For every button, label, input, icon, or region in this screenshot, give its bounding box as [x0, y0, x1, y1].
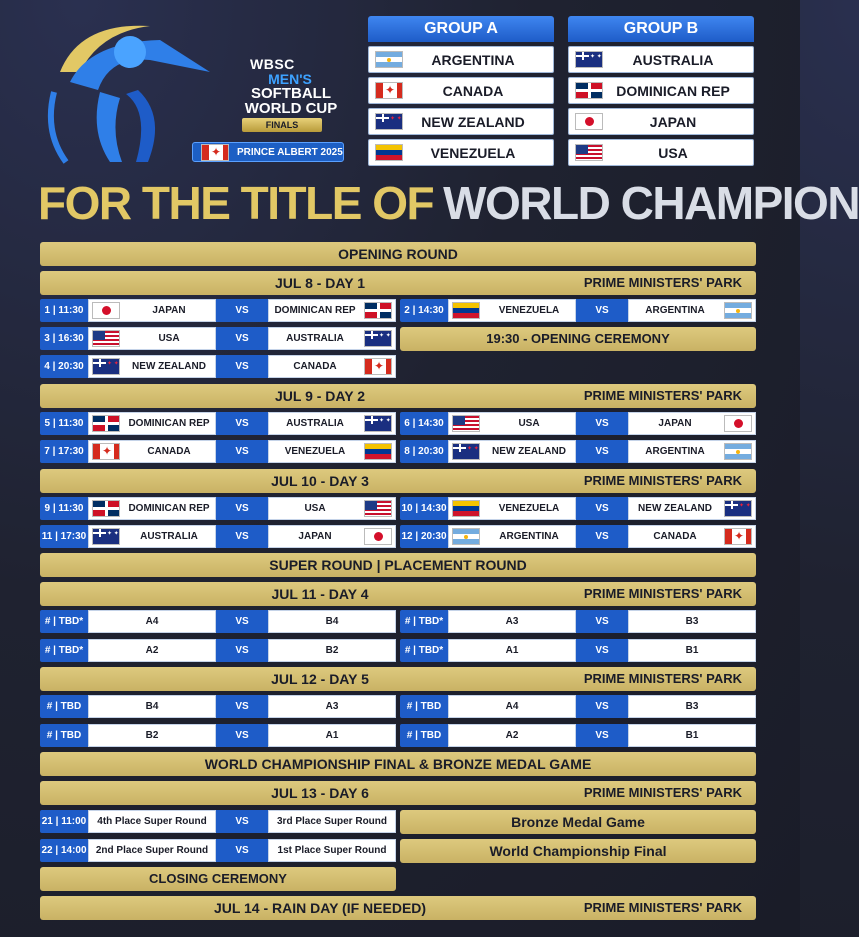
match-row — [40, 440, 396, 463]
match-row — [400, 695, 756, 718]
home-team: VENEZUELA — [448, 299, 576, 322]
team-name: USA — [658, 144, 688, 161]
day-header: JUL 11 - DAY 4 PRIME MINISTERS' PARK — [40, 582, 756, 606]
day-header: JUL 8 - DAY 1 PRIME MINISTERS' PARK — [40, 271, 756, 295]
home-team: USA — [448, 412, 576, 435]
group-team-row — [368, 77, 554, 104]
vs-label: VS — [216, 440, 268, 463]
finals-badge: FINALS — [242, 118, 322, 132]
venue-label: PRIME MINISTERS' PARK — [583, 785, 742, 800]
title-mens: MEN'S — [268, 71, 312, 87]
day-header: JUL 10 - DAY 3 PRIME MINISTERS' PARK — [40, 469, 756, 493]
home-team: A4 — [448, 695, 576, 718]
away-team: CANADA ✦ — [628, 525, 756, 548]
japan-flag-icon — [92, 302, 120, 319]
vs-label: VS — [576, 412, 628, 435]
match-row — [400, 610, 756, 633]
usa-flag-icon — [575, 144, 603, 161]
home-team: ✦ ✦ NEW ZEALAND — [88, 355, 216, 378]
australia-flag-icon — [364, 330, 392, 347]
group-team-row — [568, 77, 754, 104]
group-b-title: GROUP B — [568, 16, 754, 42]
home-team: 2nd Place Super Round — [88, 839, 216, 862]
away-team: AUSTRALIA ✦ ✦ — [268, 412, 396, 435]
vs-label: VS — [216, 639, 268, 662]
day-header: JUL 13 - DAY 6 PRIME MINISTERS' PARK — [40, 781, 756, 805]
team-name: NEW ZEALAND — [421, 113, 525, 130]
venue-label: PRIME MINISTERS' PARK — [583, 388, 742, 403]
canada-flag-icon — [724, 528, 752, 545]
section-final-round: WORLD CHAMPIONSHIP FINAL & BRONZE MEDAL GAME — [40, 752, 756, 776]
away-team: B2 — [268, 639, 396, 662]
match-number: 8 | 20:30 — [400, 440, 448, 463]
away-team: 3rd Place Super Round — [268, 810, 396, 833]
match-row — [40, 327, 396, 350]
match-number: 22 | 14:00 — [40, 839, 88, 862]
group-team-row — [568, 139, 754, 166]
team-name: AUSTRALIA — [632, 51, 714, 68]
canada-flag-icon — [201, 144, 229, 161]
vs-label: VS — [216, 327, 268, 350]
match-number: 4 | 20:30 — [40, 355, 88, 378]
match-row — [40, 412, 396, 435]
match-number: # | TBD — [40, 724, 88, 747]
dominican-rep-flag-icon — [92, 500, 120, 517]
team-name: ARGENTINA — [431, 51, 515, 68]
team-name: DOMINICAN REP — [616, 82, 730, 99]
title-world-cup: WORLD CUP — [244, 100, 338, 117]
vs-label: VS — [216, 525, 268, 548]
day-header: JUL 9 - DAY 2 PRIME MINISTERS' PARK — [40, 384, 756, 408]
venue-label: PRIME MINISTERS' PARK — [583, 671, 742, 686]
venezuela-flag-icon — [364, 443, 392, 460]
home-team: B2 — [88, 724, 216, 747]
location-badge — [192, 142, 344, 162]
japan-flag-icon — [364, 528, 392, 545]
vs-label: VS — [216, 839, 268, 862]
event-logo — [40, 12, 360, 172]
group-a-panel — [368, 16, 554, 166]
away-team: AUSTRALIA ✦ ✦ — [268, 327, 396, 350]
match-number: 12 | 20:30 — [400, 525, 448, 548]
argentina-flag-icon — [724, 302, 752, 319]
usa-flag-icon — [364, 500, 392, 517]
away-team: B3 — [628, 695, 756, 718]
match-number: 6 | 14:30 — [400, 412, 448, 435]
canada-flag-icon — [364, 358, 392, 375]
match-number: 2 | 14:30 — [400, 299, 448, 322]
away-team: VENEZUELA — [268, 440, 396, 463]
australia-flag-icon — [575, 51, 603, 68]
venue-label: PRIME MINISTERS' PARK — [583, 900, 742, 915]
team-name: VENEZUELA — [430, 144, 516, 161]
match-number: 11 | 17:30 — [40, 525, 88, 548]
main-title — [38, 177, 859, 229]
vs-label: VS — [576, 610, 628, 633]
vs-label: VS — [216, 695, 268, 718]
match-row — [40, 525, 396, 548]
away-team: DOMINICAN REP — [268, 299, 396, 322]
home-team: A4 — [88, 610, 216, 633]
match-number: # | TBD* — [40, 639, 88, 662]
match-number: 7 | 17:30 — [40, 440, 88, 463]
away-team: A1 — [268, 724, 396, 747]
home-team: ✦ CANADA — [88, 440, 216, 463]
venue-label: PRIME MINISTERS' PARK — [583, 275, 742, 290]
away-team: USA — [268, 497, 396, 520]
vs-label: VS — [216, 299, 268, 322]
match-row — [40, 695, 396, 718]
home-team: USA — [88, 327, 216, 350]
group-team-row — [568, 108, 754, 135]
away-team: B1 — [628, 724, 756, 747]
away-team: JAPAN — [268, 525, 396, 548]
group-team-row — [368, 108, 554, 135]
new-zealand-flag-icon — [724, 500, 752, 517]
match-row — [40, 839, 396, 862]
venezuela-flag-icon — [452, 302, 480, 319]
vs-label: VS — [216, 412, 268, 435]
match-number: # | TBD* — [400, 639, 448, 662]
match-row — [40, 610, 396, 633]
match-number: # | TBD — [400, 695, 448, 718]
home-team: ✦ ✦ AUSTRALIA — [88, 525, 216, 548]
match-number: 10 | 14:30 — [400, 497, 448, 520]
home-team: ARGENTINA — [448, 525, 576, 548]
match-number: # | TBD — [400, 724, 448, 747]
away-team: B4 — [268, 610, 396, 633]
match-row — [400, 412, 756, 435]
title-softball: SOFTBALL — [251, 85, 331, 102]
japan-flag-icon — [724, 415, 752, 432]
vs-label: VS — [576, 299, 628, 322]
australia-flag-icon — [364, 415, 392, 432]
location-text: PRINCE ALBERT 2025 — [237, 146, 343, 158]
header — [0, 0, 800, 175]
opening-ceremony: 19:30 - OPENING CEREMONY — [400, 327, 756, 351]
org-name: WBSC — [250, 56, 295, 72]
away-team: JAPAN — [628, 412, 756, 435]
home-team: A1 — [448, 639, 576, 662]
main-title-silver: WORLD CHAMPION — [443, 177, 859, 229]
match-row — [40, 299, 396, 322]
match-number: # | TBD* — [400, 610, 448, 633]
vs-label: VS — [576, 639, 628, 662]
home-team: A2 — [88, 639, 216, 662]
argentina-flag-icon — [452, 528, 480, 545]
vs-label: VS — [216, 497, 268, 520]
vs-label: VS — [576, 497, 628, 520]
new-zealand-flag-icon — [375, 113, 403, 130]
team-name: CANADA — [442, 82, 504, 99]
vs-label: VS — [216, 724, 268, 747]
bronze-medal-game: Bronze Medal Game — [400, 810, 756, 834]
home-team: 4th Place Super Round — [88, 810, 216, 833]
match-number: 3 | 16:30 — [40, 327, 88, 350]
match-row — [400, 639, 756, 662]
match-number: # | TBD* — [40, 610, 88, 633]
match-row — [40, 497, 396, 520]
away-team: ARGENTINA — [628, 440, 756, 463]
venue-label: PRIME MINISTERS' PARK — [583, 586, 742, 601]
match-number: 9 | 11:30 — [40, 497, 88, 520]
closing-ceremony: CLOSING CEREMONY — [40, 867, 396, 891]
argentina-flag-icon — [724, 443, 752, 460]
vs-label: VS — [576, 695, 628, 718]
match-number: # | TBD — [40, 695, 88, 718]
new-zealand-flag-icon — [452, 443, 480, 460]
new-zealand-flag-icon — [92, 358, 120, 375]
home-team: B4 — [88, 695, 216, 718]
canada-flag-icon — [375, 82, 403, 99]
argentina-flag-icon — [375, 51, 403, 68]
group-team-row — [368, 46, 554, 73]
match-row — [400, 724, 756, 747]
away-team: CANADA ✦ — [268, 355, 396, 378]
canada-flag-icon — [92, 443, 120, 460]
away-team: 1st Place Super Round — [268, 839, 396, 862]
day-header: JUL 14 - RAIN DAY (IF NEEDED) PRIME MINISTERS' PARK — [40, 896, 756, 920]
dominican-rep-flag-icon — [92, 415, 120, 432]
home-team: ✦ ✦ NEW ZEALAND — [448, 440, 576, 463]
home-team: JAPAN — [88, 299, 216, 322]
vs-label: VS — [576, 440, 628, 463]
match-row — [400, 440, 756, 463]
main-title-gold: FOR THE TITLE OF — [38, 177, 434, 229]
world-championship-final: World Championship Final — [400, 839, 756, 863]
home-team: A2 — [448, 724, 576, 747]
match-row — [40, 724, 396, 747]
usa-flag-icon — [452, 415, 480, 432]
home-team: VENEZUELA — [448, 497, 576, 520]
match-row — [40, 355, 396, 378]
venezuela-flag-icon — [452, 500, 480, 517]
away-team: ARGENTINA — [628, 299, 756, 322]
vs-label: VS — [576, 525, 628, 548]
dominican-rep-flag-icon — [364, 302, 392, 319]
match-row — [400, 299, 756, 322]
away-team: A3 — [268, 695, 396, 718]
japan-flag-icon — [575, 113, 603, 130]
match-row — [40, 810, 396, 833]
section-super-round: SUPER ROUND | PLACEMENT ROUND — [40, 553, 756, 577]
venezuela-flag-icon — [375, 144, 403, 161]
day-header: JUL 12 - DAY 5 PRIME MINISTERS' PARK — [40, 667, 756, 691]
match-number: 5 | 11:30 — [40, 412, 88, 435]
usa-flag-icon — [92, 330, 120, 347]
home-team: DOMINICAN REP — [88, 497, 216, 520]
venue-label: PRIME MINISTERS' PARK — [583, 473, 742, 488]
away-team: NEW ZEALAND ✦ ✦ — [628, 497, 756, 520]
match-number: 1 | 11:30 — [40, 299, 88, 322]
group-a-title: GROUP A — [368, 16, 554, 42]
vs-label: VS — [216, 610, 268, 633]
match-row — [40, 639, 396, 662]
match-number: 21 | 11:00 — [40, 810, 88, 833]
away-team: B1 — [628, 639, 756, 662]
match-row — [400, 525, 756, 548]
dominican-rep-flag-icon — [575, 82, 603, 99]
vs-label: VS — [576, 724, 628, 747]
group-team-row — [368, 139, 554, 166]
vs-label: VS — [216, 355, 268, 378]
group-b-panel — [568, 16, 754, 166]
home-team: A3 — [448, 610, 576, 633]
away-team: B3 — [628, 610, 756, 633]
section-opening-round: OPENING ROUND — [40, 242, 756, 266]
vs-label: VS — [216, 810, 268, 833]
group-team-row — [568, 46, 754, 73]
australia-flag-icon — [92, 528, 120, 545]
team-name: JAPAN — [649, 113, 697, 130]
match-row — [400, 497, 756, 520]
home-team: DOMINICAN REP — [88, 412, 216, 435]
